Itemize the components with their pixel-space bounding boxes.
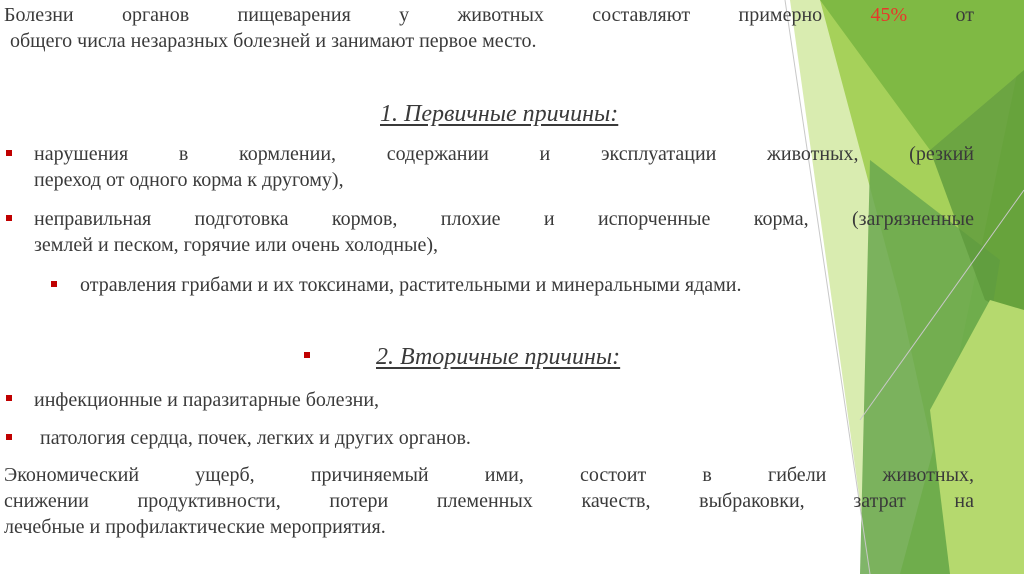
primary-item-1 — [34, 141, 974, 193]
intro-text-prefix: Болезни органов пищеварения у животных составляют примерно — [4, 4, 823, 26]
secondary-item-1: инфекционные и паразитарные болезни, — [34, 389, 380, 411]
bullet-marker — [6, 395, 12, 401]
percent-highlight: 45% — [870, 4, 908, 26]
intro-text-suffix: от — [955, 4, 975, 26]
intro-line-1 — [4, 2, 974, 28]
secondary-heading: 2. Вторичные причины: — [376, 344, 621, 370]
secondary-item-2: патология сердца, почек, легких и других органов. — [40, 427, 471, 449]
intro-line-2: общего числа незаразных болезней и занимают первое место. — [10, 30, 537, 52]
summary-paragraph — [4, 462, 974, 540]
primary-item-2-line-2: землей и песком, горячие или очень холодные), — [34, 234, 439, 256]
bullet-marker — [6, 150, 12, 156]
summary-line-1: Экономический ущерб, причиняемый ими, состоит в гибели животных, — [4, 464, 974, 486]
intro-paragraph — [4, 2, 974, 54]
primary-item-3: отравления грибами и их токсинами, растительными и минеральными ядами. — [80, 274, 742, 296]
primary-item-1-line-2: переход от одного корма к другому), — [34, 169, 344, 191]
summary-line-3: лечебные и профилактические мероприятия. — [4, 516, 386, 538]
primary-item-2 — [34, 206, 974, 258]
summary-line-2: снижении продуктивности, потери племенных качеств, выбраковки, затрат на — [4, 490, 974, 512]
primary-heading: 1. Первичные причины: — [380, 101, 619, 127]
primary-item-1-line-1: нарушения в кормлении, содержании и эксплуатации животных, (резкий — [34, 143, 974, 165]
bullet-marker — [304, 352, 310, 358]
bullet-marker — [51, 281, 57, 287]
primary-item-2-line-1: неправильная подготовка кормов, плохие и испорченные корма, (загрязненные — [34, 208, 974, 230]
bullet-marker — [6, 215, 12, 221]
bullet-marker — [6, 434, 12, 440]
